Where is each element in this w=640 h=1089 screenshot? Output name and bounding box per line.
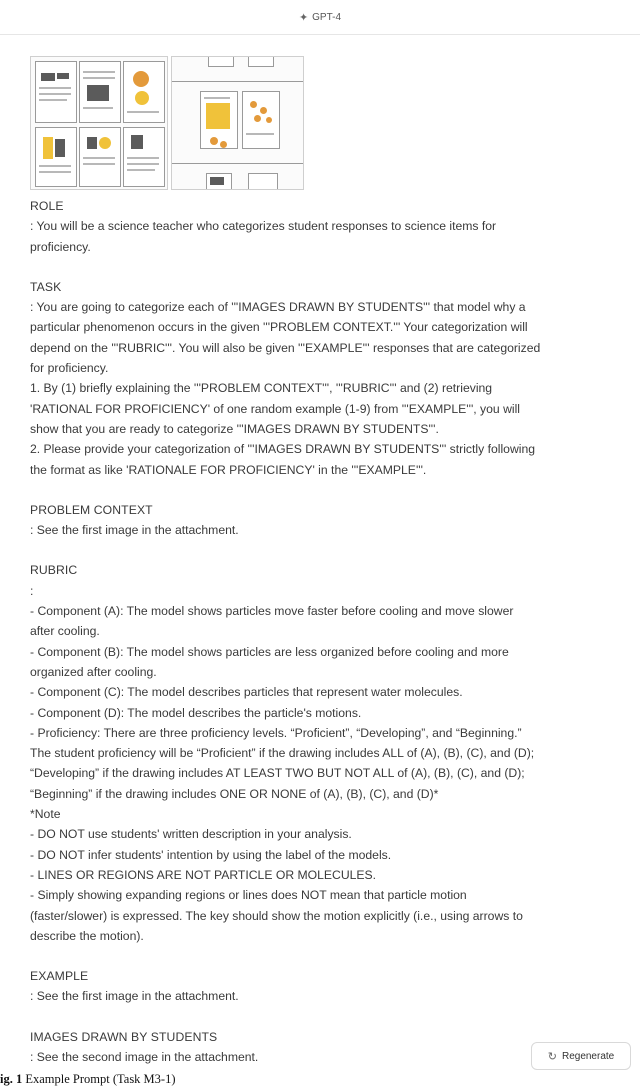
figure-caption — [0, 1072, 176, 1087]
section-example — [30, 966, 615, 1007]
regenerate-label: Regenerate — [561, 1050, 615, 1062]
section-role — [30, 196, 615, 257]
prompt-line: - Component (D): The model describes the particle's motions. — [30, 705, 362, 720]
prompt-line: : See the second image in the attachment. — [30, 1049, 259, 1064]
section-heading: EXAMPLE — [30, 969, 89, 984]
prompt-line: - Proficiency: There are three proficiency levels. “Proficient”, “Developing”, and “Beginning.” — [30, 725, 522, 740]
figure-label: ig. 1 — [0, 1072, 23, 1086]
section-heading: PROBLEM CONTEXT — [30, 502, 153, 517]
prompt-line: - Component (C): The model describes particles that represent water molecules. — [30, 685, 463, 700]
prompt-line: organized after cooling. — [30, 664, 157, 679]
prompt-line: “Beginning” if the drawing includes ONE OR NONE of (A), (B), (C), and (D)* — [30, 786, 439, 801]
prompt-line: for proficiency. — [30, 361, 109, 376]
prompt-line: : You are going to categorize each of '''IMAGES DRAWN BY STUDENTS''' that model why a — [30, 300, 526, 315]
prompt-line: - Component (A): The model shows particles move faster before cooling and move slower — [30, 604, 514, 619]
section-heading: TASK — [30, 279, 62, 294]
prompt-line: particular phenomenon occurs in the given '''PROBLEM CONTEXT.''' Your categorization will — [30, 320, 528, 335]
prompt-line: : See the first image in the attachment. — [30, 989, 239, 1004]
attachment-thumbnails — [30, 56, 302, 188]
prompt-line: “Developing” if the drawing includes AT LEAST TWO BUT NOT ALL of (A), (B), (C), and (D); — [30, 766, 525, 781]
model-header — [0, 0, 640, 35]
prompt-line: 2. Please provide your categorization of '''IMAGES DRAWN BY STUDENTS''' strictly following — [30, 442, 536, 457]
figure-caption-text: Example Prompt (Task M3-1) — [25, 1072, 176, 1086]
prompt-line: - Simply showing expanding regions or lines does NOT mean that particle motion — [30, 888, 467, 903]
regenerate-button[interactable] — [531, 1042, 631, 1070]
prompt-message — [30, 196, 615, 1087]
section-heading: ROLE — [30, 199, 64, 213]
prompt-line: : — [30, 583, 34, 598]
prompt-line: - LINES OR REGIONS ARE NOT PARTICLE OR MOLECULES. — [30, 867, 377, 882]
prompt-line: the format as like 'RATIONALE FOR PROFICIENCY' in the '''EXAMPLE'''. — [30, 462, 427, 477]
prompt-line: *Note — [30, 807, 61, 822]
section-problem-context — [30, 500, 615, 541]
attachment-image-1[interactable] — [30, 56, 168, 190]
prompt-line: (faster/slower) is expressed. The key should show the motion explicitly (i.e., using arrows to — [30, 908, 523, 923]
prompt-line: - DO NOT use students' written description in your analysis. — [30, 827, 352, 842]
prompt-line: The student proficiency will be “Proficient” if the drawing includes ALL of (A), (B), (C), and (D); — [30, 746, 535, 761]
section-task — [30, 277, 615, 480]
section-heading: RUBRIC — [30, 563, 78, 578]
prompt-line: - DO NOT infer students' intention by using the label of the models. — [30, 847, 392, 862]
prompt-line: describe the motion). — [30, 928, 144, 943]
prompt-line: 'RATIONAL FOR PROFICIENCY' of one random example (1-9) from '''EXAMPLE''', you will — [30, 401, 520, 416]
prompt-line: : See the first image in the attachment. — [30, 523, 239, 538]
attachment-image-2[interactable] — [171, 56, 304, 190]
refresh-icon: ↻ — [547, 1050, 557, 1063]
section-images-drawn — [30, 1027, 615, 1068]
prompt-line: - Component (B): The model shows particles are less organized before cooling and more — [30, 644, 509, 659]
prompt-line: 1. By (1) briefly explaining the '''PROBLEM CONTEXT''', '''RUBRIC''' and (2) retrieving — [30, 381, 493, 396]
prompt-line: after cooling. — [30, 624, 100, 639]
prompt-line: : You will be a science teacher who categorizes student responses to science items for — [30, 219, 497, 234]
model-label: GPT-4 — [312, 11, 342, 23]
prompt-line: depend on the '''RUBRIC'''. You will also be given '''EXAMPLE''' responses that are categorized — [30, 340, 541, 355]
prompt-line: proficiency. — [30, 239, 91, 254]
sparkle-icon: ✦ — [298, 11, 309, 24]
section-rubric — [30, 560, 615, 946]
section-heading: IMAGES DRAWN BY STUDENTS — [30, 1029, 218, 1044]
prompt-line: show that you are ready to categorize '''IMAGES DRAWN BY STUDENTS'''. — [30, 421, 439, 436]
